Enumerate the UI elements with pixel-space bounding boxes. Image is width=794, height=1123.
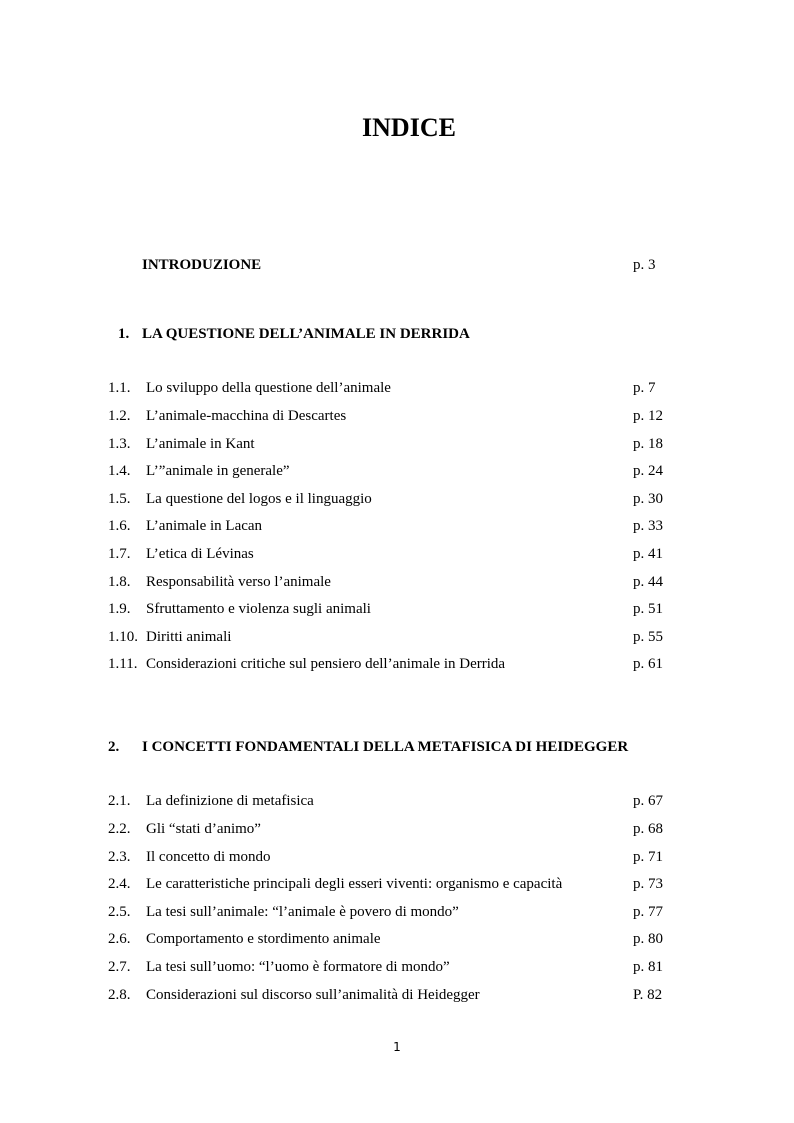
toc-item	[0, 433, 794, 455]
toc-item	[0, 626, 794, 648]
toc-item-page: p. 12	[633, 408, 663, 424]
chapter-number: 1.	[118, 326, 130, 342]
toc-entry-page: p. 3	[633, 257, 656, 273]
toc-item-number: 1.11.	[108, 656, 138, 672]
toc-entry-introduzione	[0, 254, 794, 276]
toc-item-number: 1.1.	[108, 380, 131, 396]
chapter-1-heading	[0, 323, 794, 345]
toc-item-number: 1.10.	[108, 629, 138, 645]
toc-item	[0, 598, 794, 620]
toc-item-page: p. 24	[633, 463, 663, 479]
toc-item	[0, 460, 794, 482]
toc-item	[0, 515, 794, 537]
toc-item-number: 2.1.	[108, 793, 131, 809]
toc-item-title: Il concetto di mondo	[146, 849, 271, 865]
toc-item	[0, 873, 794, 895]
toc-item-page: p. 80	[633, 931, 663, 947]
toc-item-title: Considerazioni sul discorso sull’animalità di Heidegger	[146, 987, 480, 1003]
chapter-2-heading	[0, 736, 794, 758]
toc-item-page: p. 73	[633, 876, 663, 892]
toc-item-page: p. 51	[633, 601, 663, 617]
toc-item-title: Lo sviluppo della questione dell’animale	[146, 380, 391, 396]
toc-item-number: 1.8.	[108, 574, 131, 590]
toc-item-page: p. 67	[633, 793, 663, 809]
toc-item-title: Diritti animali	[146, 629, 232, 645]
toc-item-page: p. 30	[633, 491, 663, 507]
toc-item	[0, 818, 794, 840]
toc-item-number: 1.5.	[108, 491, 131, 507]
toc-item-title: L’animale in Lacan	[146, 518, 263, 534]
page-number: 1	[393, 1040, 401, 1054]
chapter-number: 2.	[108, 739, 120, 755]
toc-item	[0, 846, 794, 868]
toc-item	[0, 928, 794, 950]
toc-item-page: P. 82	[633, 987, 663, 1003]
toc-item-title: Comportamento e stordimento animale	[146, 931, 381, 947]
page-title: INDICE	[362, 113, 456, 142]
toc-item-number: 2.3.	[108, 849, 131, 865]
toc-item	[0, 405, 794, 427]
toc-item	[0, 901, 794, 923]
toc-item-page: p. 81	[633, 959, 663, 975]
toc-item-number: 2.7.	[108, 959, 131, 975]
toc-item-number: 1.2.	[108, 408, 131, 424]
toc-item-page: p. 18	[633, 436, 663, 452]
toc-item-title: Sfruttamento e violenza sugli animali	[146, 601, 371, 617]
toc-item-number: 2.2.	[108, 821, 131, 837]
toc-item-page: p. 68	[633, 821, 663, 837]
toc-item-title: La tesi sull’uomo: “l’uomo è formatore di mondo”	[146, 959, 450, 975]
toc-item-number: 2.4.	[108, 876, 131, 892]
toc-item	[0, 543, 794, 565]
toc-item-page: p. 77	[633, 904, 663, 920]
toc-item-page: p. 61	[633, 656, 663, 672]
toc-item-page: p. 41	[633, 546, 663, 562]
toc-item-title: Considerazioni critiche sul pensiero dell’animale in Derrida	[146, 656, 506, 672]
toc-item-number: 2.5.	[108, 904, 131, 920]
toc-item-title: L’animale-macchina di Descartes	[146, 408, 347, 424]
toc-item-page: p. 55	[633, 629, 663, 645]
toc-item-title: Responsabilità verso l’animale	[146, 574, 331, 590]
toc-item	[0, 488, 794, 510]
toc-item-number: 1.9.	[108, 601, 131, 617]
toc-item-page: p. 33	[633, 518, 663, 534]
toc-item-page: p. 71	[633, 849, 663, 865]
toc-item-title: La questione del logos e il linguaggio	[146, 491, 372, 507]
toc-item	[0, 571, 794, 593]
toc-item-title: Le caratteristiche principali degli esseri viventi: organismo e capacità	[146, 876, 563, 892]
toc-item-number: 1.7.	[108, 546, 131, 562]
toc-item-number: 2.6.	[108, 931, 131, 947]
chapter-title: I CONCETTI FONDAMENTALI DELLA METAFISICA DI HEIDEGGER	[142, 739, 629, 755]
toc-item	[0, 653, 794, 675]
toc-item	[0, 984, 794, 1006]
toc-item-page: p. 44	[633, 574, 663, 590]
toc-item-number: 1.6.	[108, 518, 131, 534]
toc-item-number: 2.8.	[108, 987, 131, 1003]
toc-item-title: La definizione di metafisica	[146, 793, 314, 809]
chapter-title: LA QUESTIONE DELL’ANIMALE IN DERRIDA	[142, 326, 470, 342]
toc-item-number: 1.3.	[108, 436, 131, 452]
toc-entry-label: INTRODUZIONE	[142, 257, 262, 273]
toc-item-title: La tesi sull’animale: “l’animale è povero di mondo”	[146, 904, 459, 920]
toc-item-title: L’animale in Kant	[146, 436, 255, 452]
toc-item-title: L’”animale in generale”	[146, 463, 290, 479]
toc-item-page: p. 7	[633, 380, 656, 396]
toc-item	[0, 956, 794, 978]
toc-item	[0, 790, 794, 812]
toc-item-title: L’etica di Lévinas	[146, 546, 254, 562]
toc-item-title: Gli “stati d’animo”	[146, 821, 261, 837]
toc-item-number: 1.4.	[108, 463, 131, 479]
toc-item	[0, 377, 794, 399]
